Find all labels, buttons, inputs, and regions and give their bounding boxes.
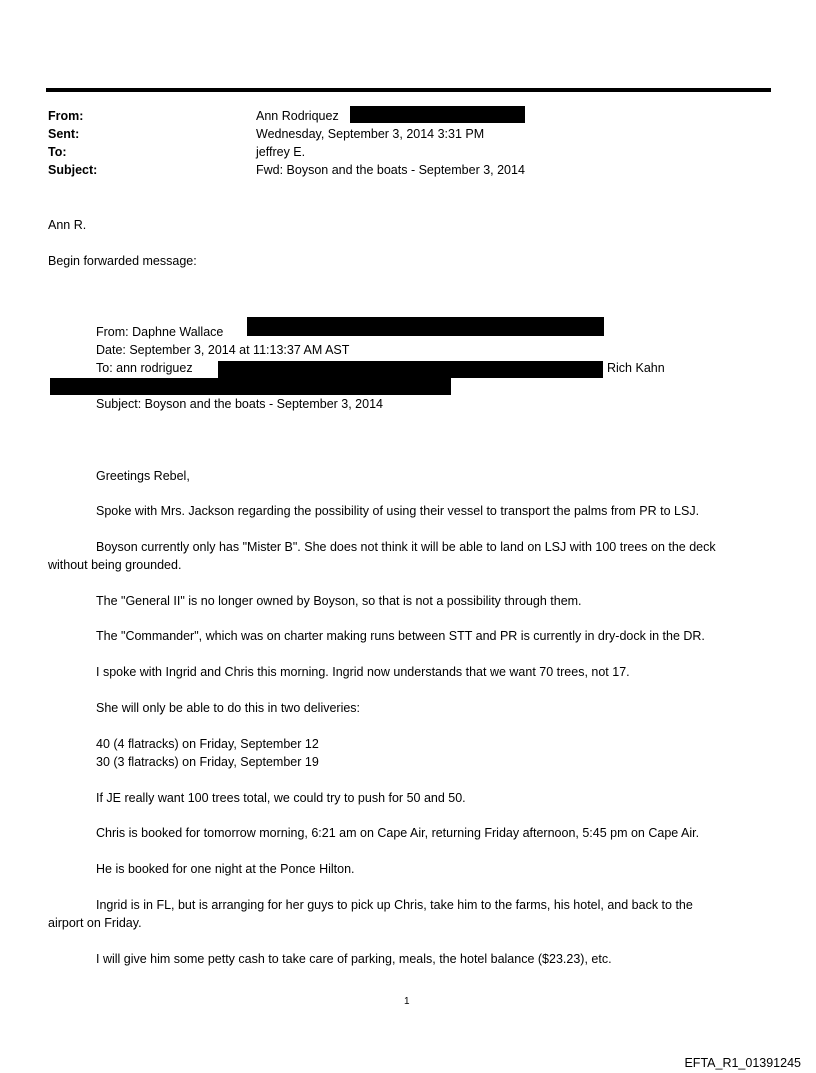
to-label: To:: [48, 145, 67, 159]
paragraph-9: He is booked for one night at the Ponce Hilton.: [96, 862, 355, 876]
paragraph-8: Chris is booked for tomorrow morning, 6:21 am on Cape Air, returning Friday afternoon, 5:45 pm on Cape Air.: [96, 826, 700, 840]
paragraph-5: I spoke with Ingrid and Chris this morning. Ingrid now understands that we want 70 trees, not 17.: [96, 665, 630, 679]
subject-value: Fwd: Boyson and the boats - September 3, 2014: [256, 163, 525, 177]
paragraph-2-line-2: without being grounded.: [48, 558, 182, 572]
redaction-from-email: [350, 106, 525, 123]
paragraph-2-line-1: Boyson currently only has "Mister B". She does not think it will be able to land on LSJ with 100 trees on the deck: [96, 540, 716, 554]
document-id-footer: EFTA_R1_01391245: [684, 1056, 801, 1070]
fwd-to: To: ann rodriguez: [96, 361, 193, 375]
fwd-cc-name: Rich Kahn: [607, 361, 665, 375]
paragraph-3: The "General II" is no longer owned by Boyson, so that is not a possibility through them.: [96, 594, 582, 608]
redaction-fwd-cc: [50, 378, 451, 395]
paragraph-11: I will give him some petty cash to take care of parking, meals, the hotel balance ($23.23), etc.: [96, 952, 612, 966]
header-rule: [46, 88, 771, 92]
signature: Ann R.: [48, 218, 87, 232]
greeting: Greetings Rebel,: [96, 469, 190, 483]
page-number: 1: [404, 996, 410, 1007]
paragraph-4: The "Commander", which was on charter making runs between STT and PR is currently in dry-dock in the DR.: [96, 629, 705, 643]
from-label: From:: [48, 109, 84, 123]
fwd-from: From: Daphne Wallace: [96, 325, 224, 339]
fwd-subject: Subject: Boyson and the boats - September 3, 2014: [96, 397, 383, 411]
paragraph-1: Spoke with Mrs. Jackson regarding the possibility of using their vessel to transport the palms from PR to LSJ.: [96, 504, 700, 518]
delivery-1: 40 (4 flatracks) on Friday, September 12: [96, 737, 319, 751]
paragraph-7: If JE really want 100 trees total, we could try to push for 50 and 50.: [96, 791, 466, 805]
to-value: jeffrey E.: [256, 145, 306, 159]
forward-intro: Begin forwarded message:: [48, 254, 197, 268]
paragraph-10-line-1: Ingrid is in FL, but is arranging for her guys to pick up Chris, take him to the farms, his hotel, and back to the: [96, 898, 693, 912]
redaction-fwd-to: [218, 361, 603, 378]
delivery-2: 30 (3 flatracks) on Friday, September 19: [96, 755, 319, 769]
paragraph-10-line-2: airport on Friday.: [48, 916, 142, 930]
fwd-date: Date: September 3, 2014 at 11:13:37 AM AST: [96, 343, 350, 357]
from-value: Ann Rodriquez: [256, 109, 339, 123]
subject-label: Subject:: [48, 163, 98, 177]
paragraph-6: She will only be able to do this in two deliveries:: [96, 701, 361, 715]
sent-label: Sent:: [48, 127, 80, 141]
redaction-fwd-from: [247, 317, 604, 336]
sent-value: Wednesday, September 3, 2014 3:31 PM: [256, 127, 485, 141]
